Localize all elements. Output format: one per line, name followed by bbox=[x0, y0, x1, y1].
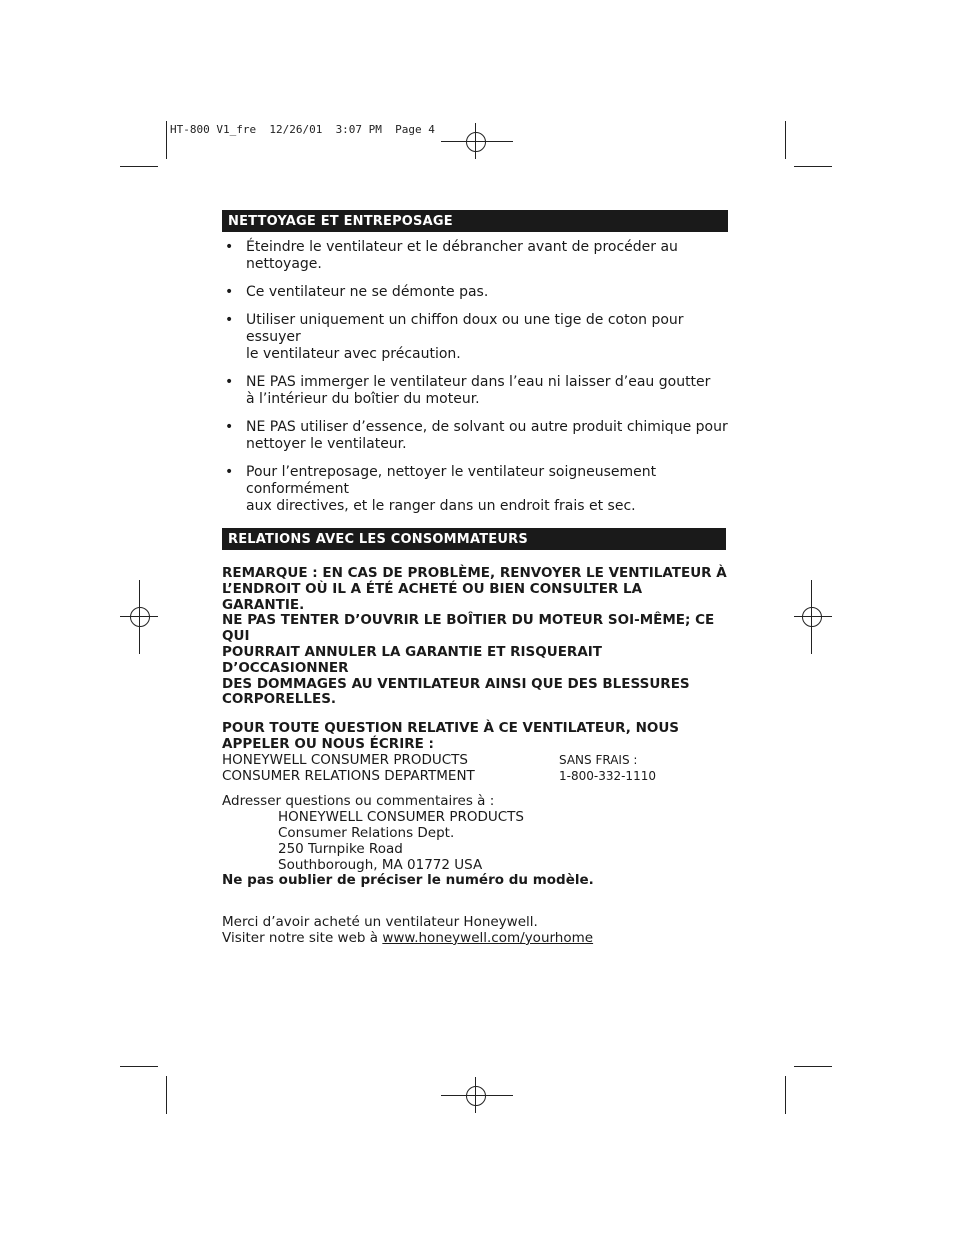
address-intro: Adresser questions ou commentaires à : bbox=[222, 793, 495, 810]
crop-mark bbox=[785, 121, 786, 159]
warning-line: POURRAIT ANNULER LA GARANTIE ET RISQUERAIT D’OCCASIONNER bbox=[222, 643, 603, 676]
contact-row bbox=[222, 753, 728, 769]
registration-mark-icon bbox=[466, 1086, 486, 1106]
crop-mark bbox=[166, 1076, 167, 1114]
address-line: HONEYWELL CONSUMER PRODUCTS bbox=[278, 809, 524, 826]
crop-mark bbox=[120, 1066, 158, 1067]
list-item bbox=[222, 374, 728, 408]
warning-line: NE PAS TENTER D’OUVRIR LE BOÎTIER DU MOTEUR SOI-MÊME; CE QUI bbox=[222, 612, 715, 645]
registration-mark-icon bbox=[466, 132, 486, 152]
department-name: CONSUMER RELATIONS DEPARTMENT bbox=[222, 767, 475, 784]
mailing-address bbox=[222, 810, 728, 873]
contact-question bbox=[222, 721, 728, 753]
warning-line: CORPORELLES. bbox=[222, 691, 337, 708]
page-content bbox=[222, 210, 728, 947]
address-line: Southborough, MA 01772 USA bbox=[278, 856, 483, 873]
list-item-line: • NE PAS immerger le ventilateur dans l’eau ni laisser d’eau goutter bbox=[246, 374, 711, 390]
list-item-line: • Pour l’entreposage, nettoyer le ventilateur soigneusement conformément bbox=[246, 464, 657, 497]
list-item-line: • NE PAS utiliser d’essence, de solvant ou autre produit chimique pour bbox=[246, 419, 728, 435]
crop-mark bbox=[475, 1077, 476, 1113]
list-item-line: le ventilateur avec précaution. bbox=[246, 346, 461, 362]
cleaning-list bbox=[222, 239, 728, 515]
address-line: Consumer Relations Dept. bbox=[278, 824, 455, 841]
list-item bbox=[222, 464, 728, 515]
list-item-line: • Éteindre le ventilateur et le débrancher avant de procéder au nettoyage. bbox=[246, 239, 678, 272]
crop-mark bbox=[785, 1076, 786, 1114]
consumer-heading: RELATIONS AVEC LES CONSOMMATEURS bbox=[222, 528, 726, 550]
model-number-note: Ne pas oublier de préciser le numéro du modèle. bbox=[222, 872, 594, 889]
tollfree-number: 1-800-332-1110 bbox=[559, 768, 656, 783]
question-line: APPELER OU NOUS ÉCRIRE : bbox=[222, 735, 434, 752]
cleaning-heading: NETTOYAGE ET ENTREPOSAGE bbox=[222, 210, 728, 232]
list-item bbox=[222, 239, 728, 273]
crop-mark bbox=[139, 580, 140, 654]
list-item-line: à l’intérieur du boîtier du moteur. bbox=[246, 391, 480, 407]
list-item-line: • Ce ventilateur ne se démonte pas. bbox=[246, 284, 489, 300]
address-line: 250 Turnpike Road bbox=[278, 840, 403, 857]
list-item bbox=[222, 312, 728, 363]
tollfree-label: SANS FRAIS : bbox=[559, 752, 638, 767]
warning-line: L’ENDROIT OÙ IL A ÉTÉ ACHETÉ OU BIEN CONSULTER LA GARANTIE. bbox=[222, 580, 643, 613]
list-item-line: aux directives, et le ranger dans un endroit frais et sec. bbox=[246, 498, 636, 514]
warning-line: DES DOMMAGES AU VENTILATEUR AINSI QUE DES BLESSURES bbox=[222, 675, 690, 692]
crop-mark bbox=[811, 580, 812, 654]
list-item bbox=[222, 284, 728, 301]
crop-mark bbox=[794, 166, 832, 167]
company-name: HONEYWELL CONSUMER PRODUCTS bbox=[222, 751, 468, 768]
crop-mark bbox=[475, 123, 476, 159]
visit-line bbox=[222, 931, 728, 947]
crop-mark bbox=[441, 141, 513, 142]
crop-mark bbox=[794, 616, 832, 617]
crop-mark bbox=[166, 121, 167, 159]
registration-mark-icon bbox=[802, 607, 822, 627]
warning-line: REMARQUE : EN CAS DE PROBLÈME, RENVOYER LE VENTILATEUR À bbox=[222, 565, 727, 581]
website-link[interactable]: www.honeywell.com/yourhome bbox=[382, 929, 594, 946]
visit-prefix: Visiter notre site web à bbox=[222, 929, 383, 946]
crop-mark bbox=[441, 1095, 513, 1096]
list-item bbox=[222, 419, 728, 453]
warning-note bbox=[222, 566, 728, 708]
list-item-line: • Utiliser uniquement un chiffon doux ou une tige de coton pour essuyer bbox=[246, 312, 684, 345]
list-item-line: nettoyer le ventilateur. bbox=[246, 436, 407, 452]
thank-you-text: Merci d’avoir acheté un ventilateur Honeywell. bbox=[222, 914, 538, 931]
registration-mark-icon bbox=[130, 607, 150, 627]
printer-slug: HT-800 V1_fre 12/26/01 3:07 PM Page 4 bbox=[170, 123, 435, 136]
crop-mark bbox=[794, 1066, 832, 1067]
crop-mark bbox=[120, 166, 158, 167]
question-line: POUR TOUTE QUESTION RELATIVE À CE VENTILATEUR, NOUS bbox=[222, 720, 680, 737]
contact-row bbox=[222, 769, 728, 785]
